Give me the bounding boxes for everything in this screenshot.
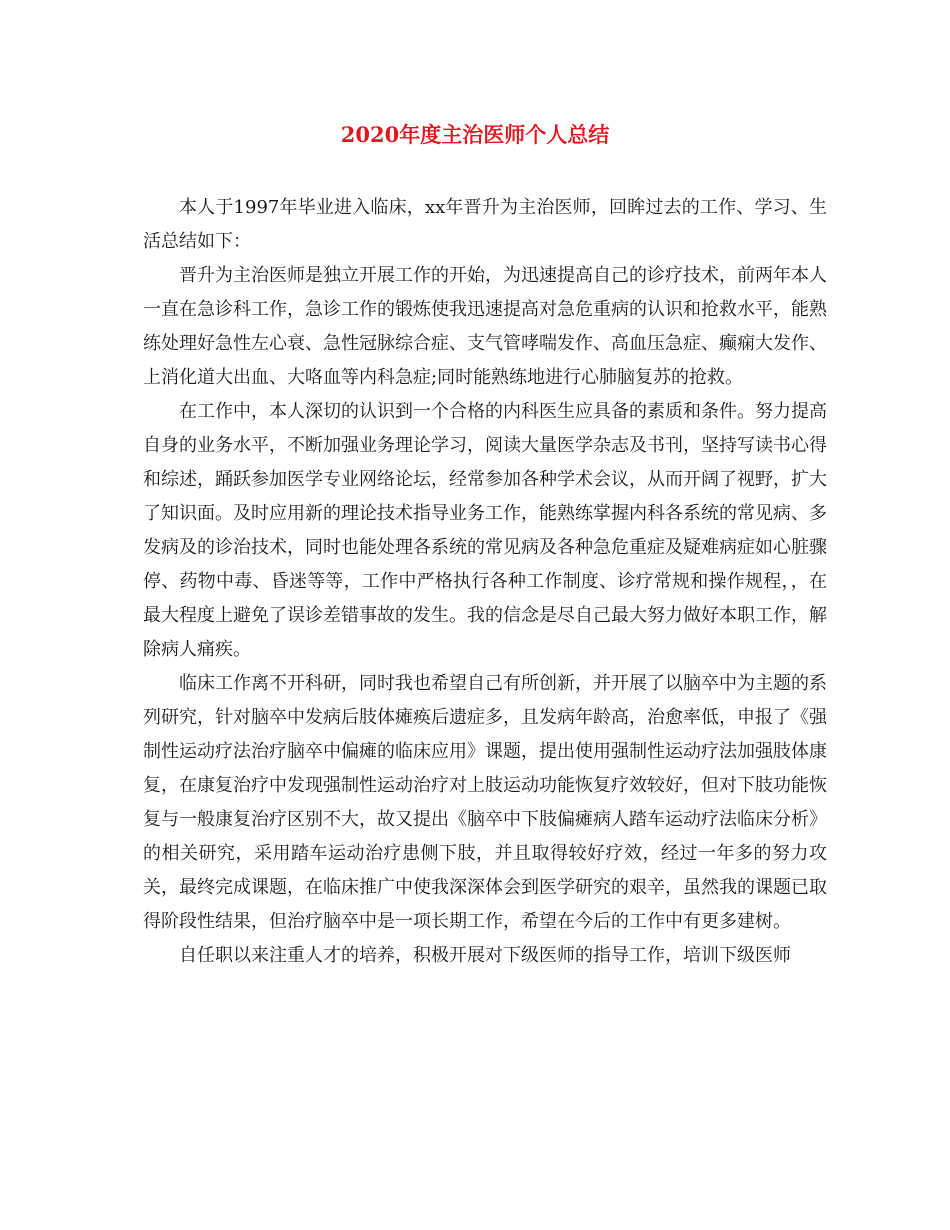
document-body xyxy=(143,191,827,973)
paragraph-emergency-work: 晋升为主治医师是独立开展工作的开始，为迅速提高自己的诊疗技术，前两年本人一直在急诊科工作，急诊工作的锻炼使我迅速提高对急危重病的认识和抢救水平，能熟练处理好急性左心衰、急性冠脉综合症、支气管哮喘发作、高血压急症、癫痫大发作、上消化道大出血、大咯血等内科急症;同时能熟练地进行心肺脑复苏的抢救。 xyxy=(143,265,827,388)
paragraph-professional-development: 在工作中，本人深切的认识到一个合格的内科医生应具备的素质和条件。努力提高自身的业务水平，不断加强业务理论学习，阅读大量医学杂志及书刊，坚持写读书心得和综述，踊跃参加医学专业网络论坛，经常参加各种学术会议，从而开阔了视野，扩大了知识面。及时应用新的理论技术指导业务工作，能熟练掌握内科各系统的常见病、多发病及的诊治技术，同时也能处理各系统的常见病及各种急危重症及疑难病症如心脏骤停、药物中毒、昏迷等等，工作中严格执行各种工作制度、诊疗常规和操作规程，，在最大程度上避免了误诊差错事故的发生。我的信念是尽自己最大努力做好本职工作，解除病人痛疾。 xyxy=(143,401,827,660)
paragraph-training: 自任职以来注重人才的培养，积极开展对下级医师的指导工作，培训下级医师 xyxy=(179,945,791,966)
paragraph-intro: 本人于1997年毕业进入临床，xx年晋升为主治医师，回眸过去的工作、学习、生活总结如下： xyxy=(143,197,827,252)
document-title: 2020年度主治医师个人总结 xyxy=(340,122,610,147)
paragraph-research: 临床工作离不开科研，同时我也希望自己有所创新，并开展了以脑卒中为主题的系列研究，针对脑卒中发病后肢体瘫痪后遗症多，且发病年龄高，治愈率低，申报了《强制性运动疗法治疗脑卒中偏瘫的临床应用》课题，提出使用强制性运动疗法加强肢体康复，在康复治疗中发现强制性运动治疗对上肢运动功能恢复疗效较好，但对下肢功能恢复与一般康复治疗区别不大，故又提出《脑卒中下肢偏瘫病人踏车运动疗法临床分析》的相关研究，采用踏车运动治疗患侧下肢，并且取得较好疗效，经过一年多的努力攻关，最终完成课题，在临床推广中使我深深体会到医学研究的艰辛，虽然我的课题已取得阶段性结果，但治疗脑卒中是一项长期工作，希望在今后的工作中有更多建树。 xyxy=(143,673,827,932)
